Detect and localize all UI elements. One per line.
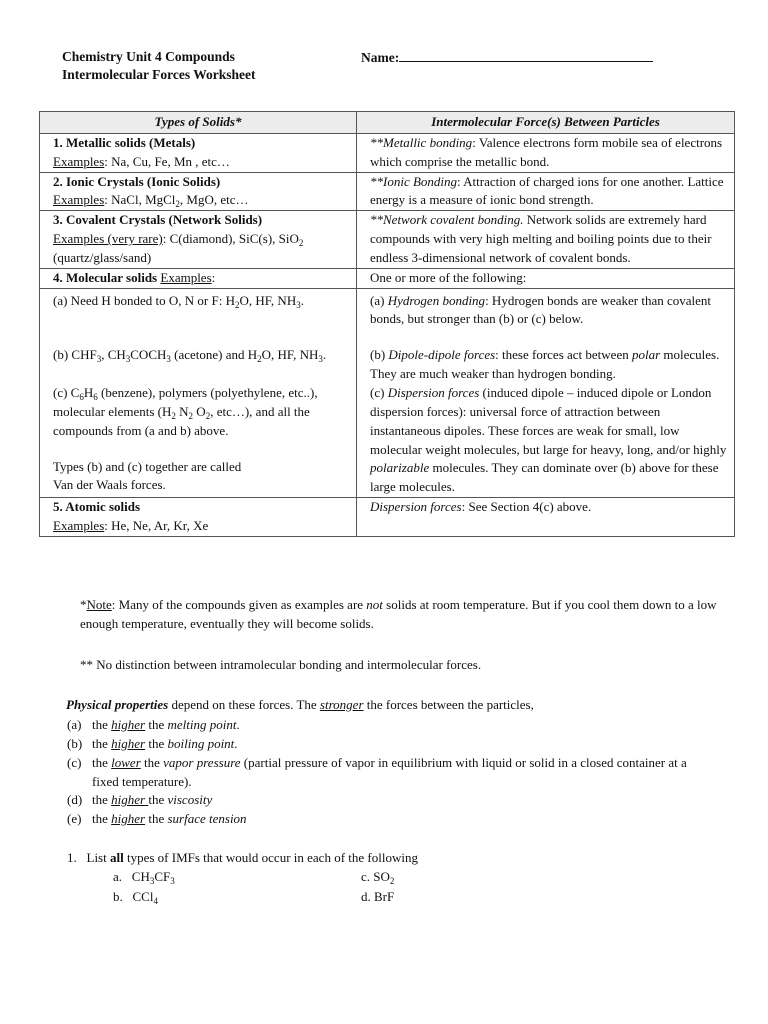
list-item: (b) the higher the boiling point.: [67, 735, 238, 751]
table-row-covalent: 3. Covalent Crystals (Network Solids) Examples (very rare): C(diamond), SiC(s), SiO$_2$ (quartz/glass/sand) **Network covalent bonding. Network solids are extremely hard compounds with very high melting and boiling points due to their endless 3-dimensional network of covalent bonds.: [40, 211, 735, 269]
metallic-examples: : Na, Cu, Fe, Mn , etc…: [104, 153, 230, 169]
physical-properties-intro: Physical properties depend on these forces. The stronger the forces between the particles,: [66, 697, 534, 712]
table-row-metallic: 1. Metallic solids (Metals) Examples: Na, Cu, Fe, Mn , etc… **Metallic bonding: Valence electrons form mobile sea of electrons which comprise the metallic bond.: [40, 133, 735, 172]
footnote-note: *Note: Many of the compounds given as examples are not solids at room temperature. But if you cool them down to a low enough temperature, eventually they will become solids.: [80, 597, 717, 631]
molecular-title: 4. Molecular solids: [53, 269, 158, 285]
list-item: (c) the lower the vapor pressure (partial pressure of vapor in equilibrium with liquid or solid in a closed container at a fixed temperature).: [67, 754, 687, 789]
list-item: (e) the higher the surface tension: [67, 811, 247, 827]
covalent-force-desc: Network solids are extremely hard compounds with very high melting and boiling points due to their endless 3-dimensional network of covalent bonds.: [370, 212, 712, 265]
covalent-title: 3. Covalent Crystals (Network Solids): [53, 212, 263, 228]
question-1b: b. CCl$_4$: [113, 889, 158, 906]
col-header-types: Types of Solids*: [40, 112, 357, 134]
physical-properties-list: [67, 716, 707, 829]
solids-table: [39, 111, 735, 537]
question-1c: c. $SO_2$: [361, 869, 395, 886]
ionic-force-desc: : Attraction of charged ions for one another. Lattice energy is a measure of ionic bond strength.: [370, 173, 724, 208]
dipole-dipole-term: Dipole-dipole forces: [388, 347, 496, 363]
dispersion-forces-term: Dispersion forces: [387, 384, 480, 400]
list-item: (a) the higher the melting point.: [67, 717, 240, 732]
table-header-row: [40, 112, 735, 134]
col-header-forces: Intermolecular Force(s) Between Particles: [357, 112, 735, 134]
worksheet-header: [62, 48, 255, 84]
molecular-intro: One or more of the following:: [370, 269, 527, 285]
atomic-force-desc: : See Section 4(c) above.: [461, 499, 592, 515]
table-row-molecular-a: (a) Need H bonded to O, N or F: $H_2O$, HF, $NH_3$. (a) Hydrogen bonding: Hydrogen bonds are weaker than covalent bonds, but stronger than (b) or (c) below.: [40, 288, 735, 329]
hydrogen-bonding-term: Hydrogen bonding: [387, 292, 486, 308]
table-row-ionic: 2. Ionic Crystals (Ionic Solids) Examples: NaCl, MgCl$_2$, MgO, etc… **Ionic Bonding: Attraction of charged ions for one another. Lattice energy is a measure of ionic bond strength.: [40, 172, 735, 211]
table-row-molecular-title: 4. Molecular solids Examples: One or more of the following:: [40, 268, 735, 288]
van-der-waals-line1: Types (b) and (c) together are called: [53, 458, 242, 474]
question-1d: d. BrF: [361, 889, 395, 904]
name-blank-line[interactable]: [399, 49, 653, 62]
worksheet-title: Intermolecular Forces Worksheet: [62, 67, 256, 83]
atomic-force-name: Dispersion forces: [370, 499, 462, 515]
footnote-double-star: ** No distinction between intramolecular bonding and intermolecular forces.: [80, 657, 482, 672]
van-der-waals-line2: Van der Waals forces.: [53, 477, 166, 493]
question-1a: a. $CH_3CF_3$: [113, 869, 175, 886]
metallic-force-name: **Metallic bonding: [370, 134, 473, 150]
question-1: [67, 849, 687, 909]
table-row-atomic: 5. Atomic solids Examples: He, Ne, Ar, Kr, Xe Dispersion forces: See Section 4(c) above.: [40, 498, 735, 537]
course-title: Chemistry Unit 4 Compounds: [62, 49, 235, 64]
atomic-examples: : He, Ne, Ar, Kr, Xe: [104, 517, 209, 533]
table-row-molecular-c: (c) $C_6H_6$ (benzene), polymers (polyethylene, etc..), molecular elements ($H_2$ $N_2$ $O_2$, etc…), and all the compounds from (a and b) above. Types (b) and (c) together are called Van der Waals forces. (c) Dispersion forces (induced dipole – induced dipole or London dispersion forces): universal force of attraction between instantaneous dipoles. These forces are weak for small, low molecular weight molecules, but large for heavy, long, and/or highly polarizable molecules. They can dominate over (b) above for these large molecules.: [40, 384, 735, 498]
covalent-force-name: **Network covalent bonding.: [370, 212, 524, 228]
atomic-title: 5. Atomic solids: [53, 499, 141, 515]
ionic-force-name: **Ionic Bonding: [370, 173, 458, 189]
table-row-molecular-b: (b) $CHF_3$, $CH_3COCH_3$ (acetone) and $H_2O$, HF, $NH_3$. (b) Dipole-dipole forces: these forces act between polar molecules. They are much weaker than hydrogen bonding.: [40, 329, 735, 384]
ionic-title: 2. Ionic Crystals (Ionic Solids): [53, 173, 221, 189]
question-1-prompt: 1. List all types of IMFs that would occur in each of the following: [67, 850, 418, 865]
name-label: Name:: [361, 50, 400, 65]
name-field[interactable]: [361, 48, 653, 68]
metallic-title: 1. Metallic solids (Metals): [53, 134, 196, 150]
list-item: (d) the higher the viscosity: [67, 792, 213, 808]
metallic-force-desc: : Valence electrons form mobile sea of electrons which comprise the metallic bond.: [370, 134, 723, 169]
